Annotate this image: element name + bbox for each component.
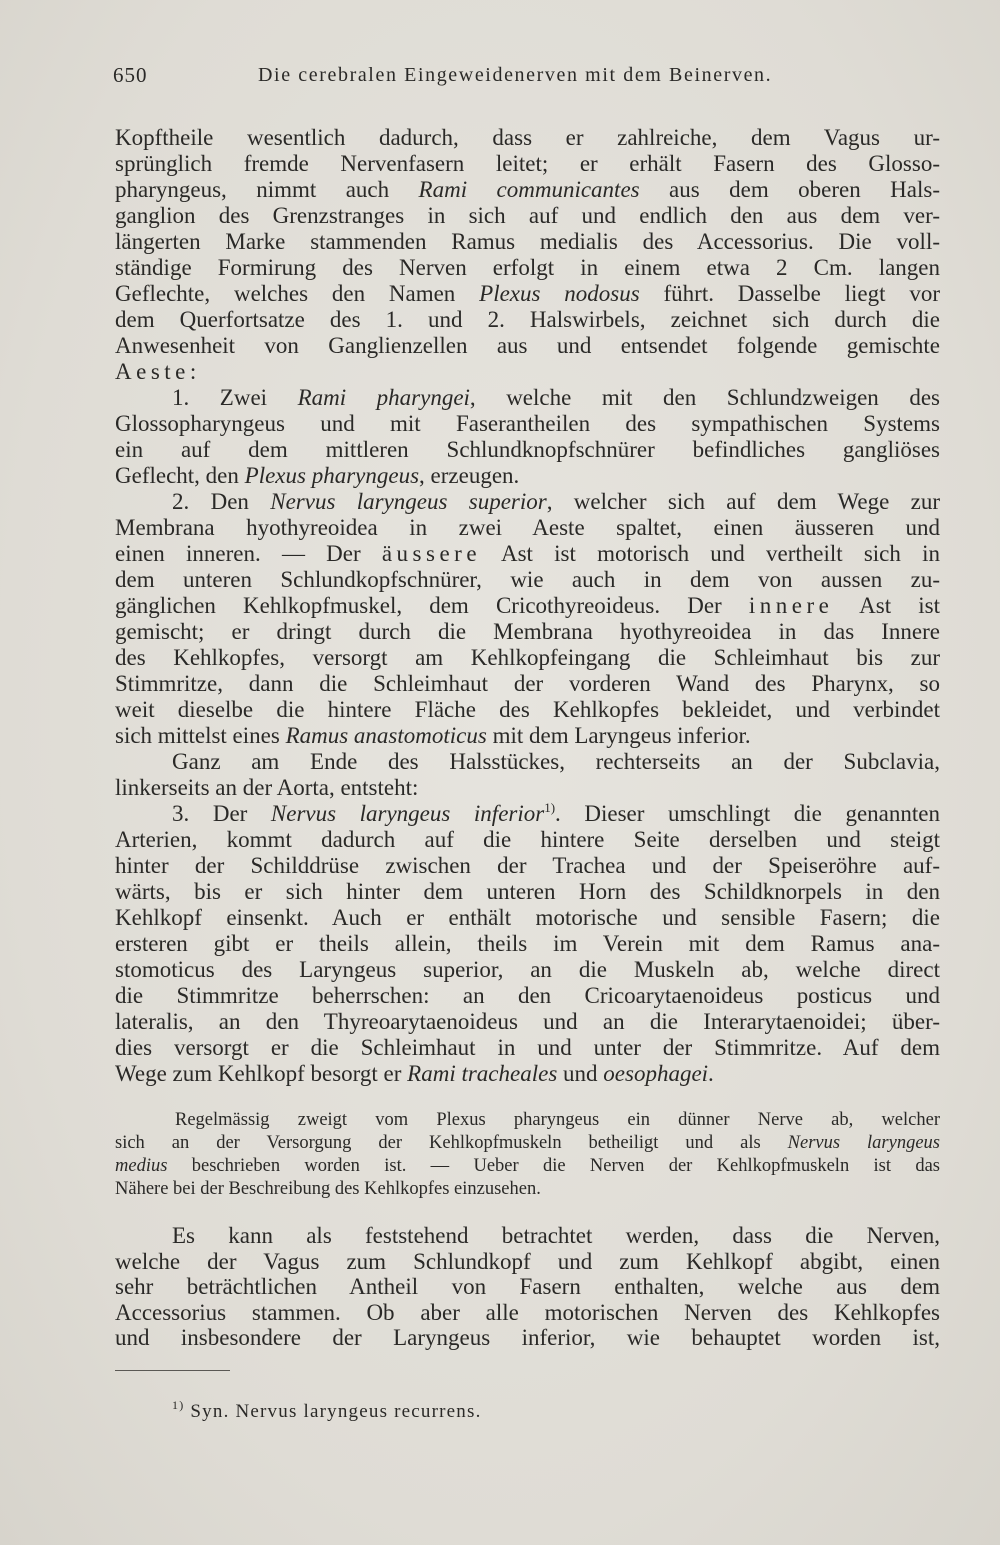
note-line: Nähere bei der Beschreibung des Kehlkopfes einzusehen. [115, 1179, 541, 1199]
text-line: Membrana hyothyreoidea in zwei Aeste spaltet, einen äusseren und [115, 515, 940, 540]
closing-paragraph [115, 1223, 940, 1351]
text-segment: aus dem oberen Hals- [639, 177, 940, 202]
footnote-rule [115, 1370, 230, 1371]
text-line [115, 723, 940, 749]
text-line [115, 489, 940, 515]
note-line [115, 1132, 940, 1155]
text-line [115, 177, 940, 203]
footnote-marker: 1) [172, 1398, 185, 1412]
text-line: Anwesenheit von Ganglienzellen aus und entsendet folgende gemischte [115, 333, 940, 358]
text-line [115, 281, 940, 307]
text-line: ständige Formirung des Nerven erfolgt in einem etwa 2 Cm. langen [115, 255, 940, 280]
text-line: welche der Vagus zum Schlundkopf und zum Kehlkopf abgibt, einen [115, 1248, 940, 1274]
text-line: Stimmritze, dann die Schleimhaut der vorderen Wand des Pharynx, so [115, 671, 940, 696]
text-segment: beschrieben worden ist. — Ueber die Nerven der Kehlkopfmuskeln ist das [167, 1156, 940, 1176]
text-line: Es kann als feststehend betrachtet werden, dass die Nerven, [172, 1223, 940, 1248]
text-segment: , welcher sich auf dem Wege zur [546, 489, 940, 514]
text-line: sehr beträchtlichen Antheil von Fasern enthalten, welche aus dem [115, 1274, 940, 1299]
text-line: ein auf dem mittleren Schlundknopfschnürer befindliches gangliöses [115, 437, 940, 462]
text-line [115, 593, 940, 619]
text-line [115, 1061, 940, 1087]
text-segment: 1. Zwei [172, 385, 298, 410]
text-segment: führt. Dasselbe liegt vor [639, 281, 941, 306]
text-segment: Geflecht, den [115, 463, 245, 488]
text-segment: sich an der Versorgung der Kehlkopfmuskeln betheiligt und als [115, 1133, 788, 1153]
footnote-text: Syn. Nervus laryngeus recurrens. [190, 1401, 482, 1422]
text-line: dies versorgt er die Schleimhaut in und unter der Stimmritze. Auf dem [115, 1035, 940, 1060]
spaced-text: Aeste: [115, 359, 201, 384]
text-line [115, 359, 940, 385]
note-line [115, 1155, 940, 1178]
text-line [115, 541, 940, 567]
text-line: Glossopharyngeus und mit Faserantheilen des sympathischen Systems [115, 411, 940, 436]
text-line: Kehlkopf einsenkt. Auch er enthält motorische und sensible Fasern; die [115, 905, 940, 930]
italic-term: Rami communicantes [418, 177, 640, 202]
text-segment: 2. Den [172, 489, 271, 514]
text-segment: gänglichen Kehlkopfmuskel, dem Cricothyreoideus. Der [115, 593, 749, 618]
footnote-marker: 1) [544, 800, 556, 815]
text-line: und insbesondere der Laryngeus inferior, wie behauptet worden ist, [115, 1325, 940, 1350]
footnote [172, 1399, 482, 1425]
text-line: stomoticus des Laryngeus superior, an die Muskeln ab, welche direct [115, 957, 940, 982]
text-line: wärts, bis er sich hinter dem unteren Horn des Schildknorpels in den [115, 879, 940, 904]
italic-term: Rami pharyngei [297, 385, 470, 410]
italic-term: Nervus laryngeus inferior [270, 801, 545, 826]
text-line: Arterien, kommt dadurch auf die hintere Seite derselben und steigt [115, 827, 940, 852]
text-line: ersteren gibt er theils allein, theils im Verein mit dem Ramus ana- [115, 931, 940, 956]
text-line: die Stimmritze beherrschen: an den Cricoarytaenoideus posticus und [115, 983, 940, 1008]
italic-term: Plexus nodosus [479, 281, 640, 306]
text-line [115, 463, 940, 489]
italic-term: medius [115, 1156, 168, 1176]
text-segment: pharyngeus, nimmt auch [115, 177, 419, 202]
text-line: dem unteren Schlundkopfschnürer, wie auch in dem von aussen zu- [115, 567, 940, 592]
text-segment: . [708, 1061, 714, 1086]
text-line: weit dieselbe die hintere Fläche des Kehlkopfes bekleidet, und verbindet [115, 697, 940, 722]
italic-term: oesophagei [603, 1061, 709, 1086]
italic-term: Nervus laryngeus [787, 1133, 940, 1153]
text-line [115, 385, 940, 411]
page-number: 650 [113, 63, 148, 87]
text-line: gemischt; er dringt durch die Membrana hyothyreoidea in das Innere [115, 619, 940, 644]
text-segment: Ast ist motorisch und vertheilt sich in [481, 541, 940, 566]
text-segment: Geflechte, welches den Namen [115, 281, 480, 306]
text-line: Accessorius stammen. Ob aber alle motorischen Nerven des Kehlkopfes [115, 1299, 940, 1325]
text-segment: sich mittelst eines [115, 723, 286, 748]
main-text [115, 125, 940, 1087]
text-line: des Kehlkopfes, versorgt am Kehlkopfeingang die Schleimhaut bis zur [115, 645, 940, 670]
text-segment: mit dem Laryngeus inferior. [486, 723, 751, 748]
italic-term: Ramus anastomoticus [285, 723, 487, 748]
text-segment: Ast ist [833, 593, 940, 618]
italic-term: Plexus pharyngeus [244, 463, 420, 488]
text-line: hinter der Schilddrüse zwischen der Trachea und der Speiseröhre auf- [115, 853, 940, 878]
text-segment: 3. Der [172, 801, 271, 826]
italic-term: Rami tracheales [407, 1061, 558, 1086]
text-segment: . Dieser umschlingt die genannten [555, 801, 940, 826]
text-line: längerten Marke stammenden Ramus medialis des Accessorius. Die voll- [115, 229, 940, 254]
text-line: lateralis, an den Thyreoarytaenoideus und an die Interarytaenoidei; über- [115, 1009, 940, 1034]
note-line: Regelmässig zweigt vom Plexus pharyngeus ein dünner Nerve ab, welcher [175, 1110, 940, 1130]
text-segment: Wege zum Kehlkopf besorgt er [115, 1061, 408, 1086]
text-line: linkerseits an der Aorta, entsteht: [115, 775, 419, 800]
text-segment: einen inneren. — Der [115, 541, 382, 566]
text-line: Ganz am Ende des Halsstückes, rechterseits an der Subclavia, [172, 749, 940, 774]
small-print-note [115, 1109, 940, 1201]
text-line: ganglion des Grenzstranges in sich auf und endlich den aus dem ver- [115, 203, 940, 228]
text-line [115, 801, 940, 827]
text-line: sprünglich fremde Nervenfasern leitet; er erhält Fasern des Glosso- [115, 151, 940, 176]
text-segment: , erzeugen. [419, 463, 520, 488]
spaced-text: innere [748, 593, 834, 618]
text-segment: und [557, 1061, 604, 1086]
spaced-text: äussere [381, 541, 482, 566]
italic-term: Nervus laryngeus superior [270, 489, 547, 514]
running-title: Die cerebralen Eingeweidenerven mit dem Beinerven. [258, 64, 773, 86]
text-line: dem Querfortsatze des 1. und 2. Halswirbels, zeichnet sich durch die [115, 307, 940, 332]
text-segment: , welche mit den Schlundzweigen des [469, 385, 940, 410]
text-line: Kopftheile wesentlich dadurch, dass er zahlreiche, dem Vagus ur- [115, 125, 940, 150]
